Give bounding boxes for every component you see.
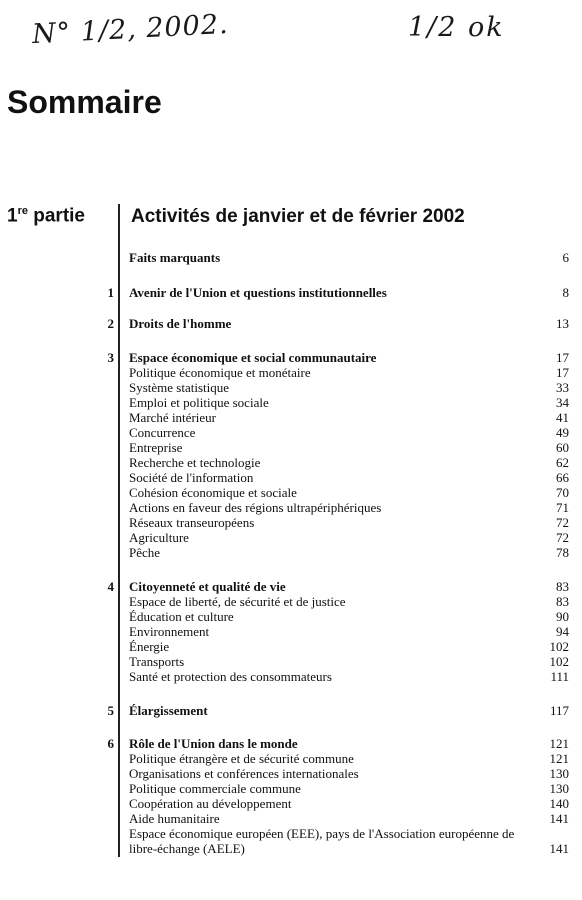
toc-entry-label: Citoyenneté et qualité de vie [129, 579, 286, 594]
toc-entry-label: Aide humanitaire [129, 811, 220, 826]
toc-row [0, 766, 582, 781]
toc-entry-label: Concurrence [129, 425, 196, 440]
toc-row [0, 826, 582, 856]
toc-entry-label: Pêche [129, 545, 161, 560]
toc-entry-label: Système statistique [129, 380, 230, 395]
part-number-suffix: re [17, 205, 28, 217]
toc-entry-label: Politique commerciale commune [129, 781, 301, 796]
toc-entry-label: Santé et protection des consommateurs [129, 669, 332, 684]
toc-row [0, 530, 582, 545]
toc-entry-label: Espace économique et social communautaire [129, 350, 377, 365]
toc-entry-label: Énergie [129, 639, 170, 654]
toc-row [0, 440, 582, 455]
toc-row [0, 500, 582, 515]
toc-row [0, 470, 582, 485]
toc-entry-page: 140 [549, 796, 569, 811]
toc-entry-label: Coopération au développement [129, 796, 292, 811]
toc-entry-label: Actions en faveur des régions ultrapériphériques [129, 500, 382, 515]
section-number: 5 [107, 703, 114, 718]
toc-entry-label: Politique étrangère et de sécurité commune [129, 751, 354, 766]
toc-row [0, 654, 582, 669]
page-title: Sommaire [7, 84, 162, 120]
part-word: partie [27, 205, 86, 227]
toc-row [0, 395, 582, 410]
toc-row [0, 485, 582, 500]
toc-row [0, 515, 582, 530]
toc-section-6 [0, 736, 582, 856]
toc-section-2 [0, 316, 582, 331]
section-number: 3 [107, 350, 114, 365]
toc-entry-label: Réseaux transeuropéens [129, 515, 255, 530]
toc-entry-page: 72 [556, 515, 569, 530]
toc-row [0, 609, 582, 624]
toc-entry-page: 83 [556, 594, 569, 609]
toc-entry-page: 141 [549, 841, 569, 856]
toc-entry-page: 17 [556, 365, 569, 380]
toc-row [0, 624, 582, 639]
section-number: 6 [107, 736, 114, 751]
toc-row [0, 751, 582, 766]
toc-entry-label: Organisations et conférences internationales [129, 766, 359, 781]
toc-entry-page: 130 [549, 781, 569, 796]
toc-entry-page: 49 [556, 425, 569, 440]
toc-entry-label: Espace économique européen (EEE), pays de l'Association européenne de libre-échange (AELE) [129, 826, 515, 856]
toc-entry-page: 60 [556, 440, 569, 455]
toc-entry-label: Avenir de l'Union et questions institutionnelles [129, 285, 387, 300]
toc-entry-label: Environnement [129, 624, 210, 639]
toc-entry-label: Élargissement [129, 703, 208, 718]
section-number: 2 [107, 316, 114, 331]
toc-row [0, 594, 582, 609]
toc-entry-label: Marché intérieur [129, 410, 216, 425]
toc-entry-page: 66 [556, 470, 569, 485]
toc-section-1 [0, 285, 582, 300]
toc-entry-page: 117 [549, 703, 569, 718]
toc-entry-label: Cohésion économique et sociale [129, 485, 297, 500]
toc-entry-label: Éducation et culture [129, 609, 234, 624]
toc-entry-label: Espace de liberté, de sécurité et de justice [129, 594, 346, 609]
toc-row [0, 579, 582, 594]
toc-row [0, 811, 582, 826]
toc-entry-label: Faits marquants [129, 250, 221, 265]
toc-entry-page: 121 [549, 751, 569, 766]
part-heading: Activités de janvier et de février 2002 [131, 206, 465, 227]
toc-entry-page: 70 [556, 485, 569, 500]
toc-row [0, 425, 582, 440]
toc-entry-page: 17 [556, 350, 569, 365]
toc-row [0, 455, 582, 470]
toc-row [0, 736, 582, 751]
toc-row [0, 703, 582, 718]
toc-row [0, 639, 582, 654]
toc-entry-page: 78 [556, 545, 569, 560]
toc-entry-label: Politique économique et monétaire [129, 365, 311, 380]
toc-entry-page: 62 [556, 455, 569, 470]
toc-row [0, 410, 582, 425]
toc-section-5 [0, 703, 582, 718]
toc-entry-page: 6 [562, 250, 569, 265]
toc-section-highlights [0, 250, 582, 265]
toc-entry-label: Rôle de l'Union dans le monde [129, 736, 298, 751]
part-label [7, 205, 85, 227]
toc-entry-page: 94 [556, 624, 569, 639]
toc-entry-label: Agriculture [129, 530, 189, 545]
toc-entry-page: 102 [549, 654, 569, 669]
toc-entry-label: Transports [129, 654, 185, 669]
toc-section-4 [0, 579, 582, 684]
toc-entry-page: 141 [549, 811, 569, 826]
toc-entry-page: 33 [556, 380, 569, 395]
section-number: 1 [107, 285, 114, 300]
toc-entry-page: 130 [549, 766, 569, 781]
toc-entry-label: Entreprise [129, 440, 183, 455]
toc-entry-page: 34 [556, 395, 569, 410]
section-number: 4 [107, 579, 114, 594]
toc-entry-page: 41 [556, 410, 569, 425]
toc-entry-page: 111 [550, 669, 569, 684]
toc-row [0, 365, 582, 380]
toc-row [0, 796, 582, 811]
toc-entry-page: 13 [556, 316, 569, 331]
toc-row [0, 545, 582, 560]
toc-entry-page: 72 [556, 530, 569, 545]
toc-entry-page: 83 [556, 579, 569, 594]
toc-row [0, 316, 582, 331]
toc-entry-page: 102 [549, 639, 569, 654]
toc-entry-page: 90 [556, 609, 569, 624]
toc-section-3 [0, 350, 582, 560]
toc-row [0, 350, 582, 365]
toc-row [0, 669, 582, 684]
toc-row [0, 285, 582, 300]
toc-entry-label: Société de l'information [129, 470, 254, 485]
toc-row [0, 250, 582, 265]
toc-entry-page: 121 [549, 736, 569, 751]
toc-entry-label: Recherche et technologie [129, 455, 261, 470]
toc-row [0, 781, 582, 796]
part-number: 1 [7, 205, 18, 227]
toc-row [0, 380, 582, 395]
toc-entry-label: Droits de l'homme [129, 316, 232, 331]
toc-entry-page: 71 [556, 500, 569, 515]
handwritten-note-left: N° 1/2, 2002. [31, 8, 230, 51]
toc-entry-page: 8 [562, 285, 569, 300]
toc-entry-label: Emploi et politique sociale [129, 395, 269, 410]
handwritten-note-right: 1/2 ok [408, 12, 505, 43]
